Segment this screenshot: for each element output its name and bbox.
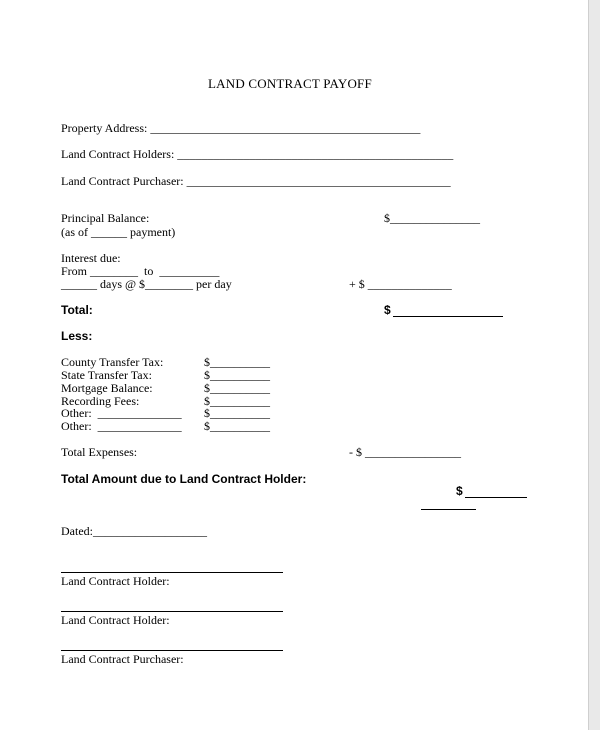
total-due-dollar-sign: $ (456, 484, 463, 498)
signature-label: Land Contract Holder: (61, 574, 170, 588)
total-amount-line (393, 316, 503, 317)
expense-amount: $__________ (204, 394, 270, 408)
expense-amount: $__________ (204, 406, 270, 420)
holders-field: Land Contract Holders: ______________________________________________ (61, 147, 454, 161)
total-dollar-sign: $ (384, 303, 391, 317)
principal-balance-amount: $_______________ (384, 211, 480, 225)
expense-label: Recording Fees: (61, 394, 140, 408)
purchaser-field: Land Contract Purchaser: ____________________________________________ (61, 174, 451, 188)
expense-label: County Transfer Tax: (61, 355, 164, 369)
principal-as-of: (as of ______ payment) (61, 225, 176, 239)
signature-label: Land Contract Purchaser: (61, 652, 184, 666)
expense-label: Other: ______________ (61, 406, 182, 420)
expense-amount: $__________ (204, 381, 270, 395)
interest-from-to: From ________ to __________ (61, 264, 220, 278)
total-expenses-label: Total Expenses: (61, 445, 138, 459)
expense-label: Other: ______________ (61, 419, 182, 433)
total-amount-due-label: Total Amount due to Land Contract Holder: (61, 472, 307, 486)
document-title: LAND CONTRACT PAYOFF (208, 76, 372, 91)
property-address-field: Property Address: _____________________________________________ (61, 121, 421, 135)
less-label: Less: (61, 329, 93, 343)
interest-days-rate: ______ days @ $________ per day (61, 277, 232, 291)
total-due-underline (421, 509, 476, 510)
expense-amount: $__________ (204, 419, 270, 433)
signature-label: Land Contract Holder: (61, 613, 170, 627)
total-due-amount-line (465, 497, 527, 498)
dated-field: Dated:___________________ (61, 524, 207, 538)
expense-label: State Transfer Tax: (61, 368, 152, 382)
expense-label: Mortgage Balance: (61, 381, 153, 395)
signature-line (61, 611, 283, 612)
expense-amount: $__________ (204, 368, 270, 382)
interest-amount: + $ ______________ (349, 277, 452, 291)
signature-line (61, 572, 283, 573)
signature-line (61, 650, 283, 651)
total-expenses-amount: - $ ________________ (349, 445, 461, 459)
principal-balance-label: Principal Balance: (61, 211, 150, 225)
interest-due-label: Interest due: (61, 251, 121, 265)
expense-amount: $__________ (204, 355, 270, 369)
total-label: Total: (61, 303, 93, 317)
